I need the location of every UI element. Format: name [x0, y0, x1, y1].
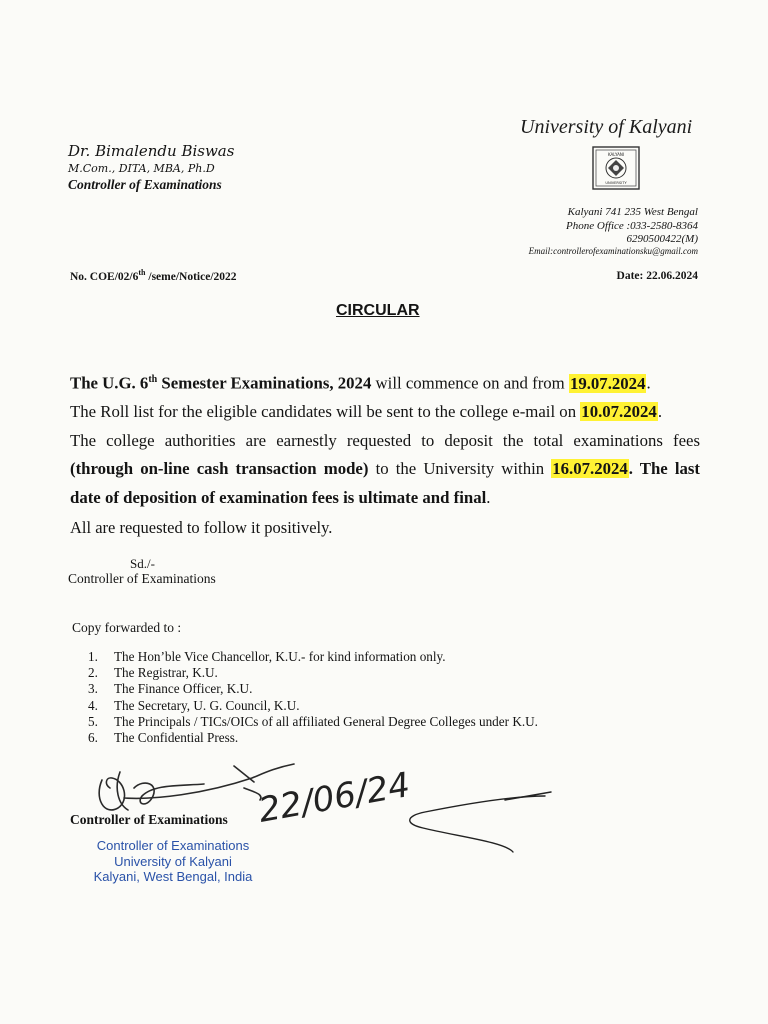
list-item: 4. The Secretary, U. G. Council, K.U. [88, 697, 300, 713]
officer-title: Controller of Examinations [68, 177, 222, 192]
logo-text-bottom: UNIVERSITY [605, 181, 627, 185]
signature-title: Controller of Examinations [70, 812, 228, 827]
circular-body: The U.G. 6th Semester Examinations, 2024 will commence on and from 19.07.2024. The Roll list for the eligible candidates will be sent to the college e-mail on 10.07.2024. The college authorities are earnestly requested to deposit the total examinations fees (through on-line cash transaction mode) to the University within 16.07.2024. The last date of deposition of examination fees is ultimate and final. [70, 373, 700, 507]
university-crest-icon [592, 146, 640, 190]
mobile-line: 6290500422(M) [626, 233, 698, 245]
signoff-title: Controller of Examinations [68, 571, 216, 586]
copy-forwarded-list [88, 649, 538, 746]
roll-list-date: 10.07.2024 [581, 402, 657, 422]
officer-name: Dr. Bimalendu Biswas [68, 142, 235, 160]
list-item: 2. The Registrar, K.U. [88, 665, 218, 681]
reference-date: Date: 22.06.2024 [616, 270, 698, 282]
list-item: 6. The Confidential Press. [88, 730, 239, 746]
officer-qualifications: M.Com., DITA, MBA, Ph.D [68, 162, 215, 175]
list-item: 3. The Finance Officer, K.U. [88, 681, 253, 697]
address-line: Kalyani 741 235 West Bengal [567, 206, 698, 218]
phone-line: Phone Office :033-2580-8364 [566, 220, 698, 232]
circular-title: CIRCULAR [336, 302, 420, 319]
university-name: University of Kalyani [520, 116, 693, 138]
exam-start-date: 19.07.2024 [569, 373, 646, 393]
official-stamp: Controller of Examinations University of Kalyani Kalyani, West Bengal, India [93, 838, 253, 884]
reference-number: No. COE/02/6th /seme/Notice/2022 [70, 268, 237, 283]
handwritten-date [255, 760, 555, 870]
email-line: Email:controllerofexaminationsku@gmail.com [528, 246, 698, 256]
logo-text-top: KALYANI [607, 152, 625, 157]
handwritten-date-text: 22/06/24 [255, 764, 413, 831]
follow-instruction: All are requested to follow it positively. [70, 518, 333, 537]
sd-mark: Sd./- [130, 556, 155, 571]
list-item: 5. The Principals / TICs/OICs of all affiliated General Degree Colleges under K.U. [88, 713, 538, 729]
list-item: 1. The Hon’ble Vice Chancellor, K.U.- for kind information only. [88, 649, 446, 664]
fee-deadline-date: 16.07.2024 [552, 459, 628, 479]
copy-forwarded-heading: Copy forwarded to : [72, 620, 182, 635]
